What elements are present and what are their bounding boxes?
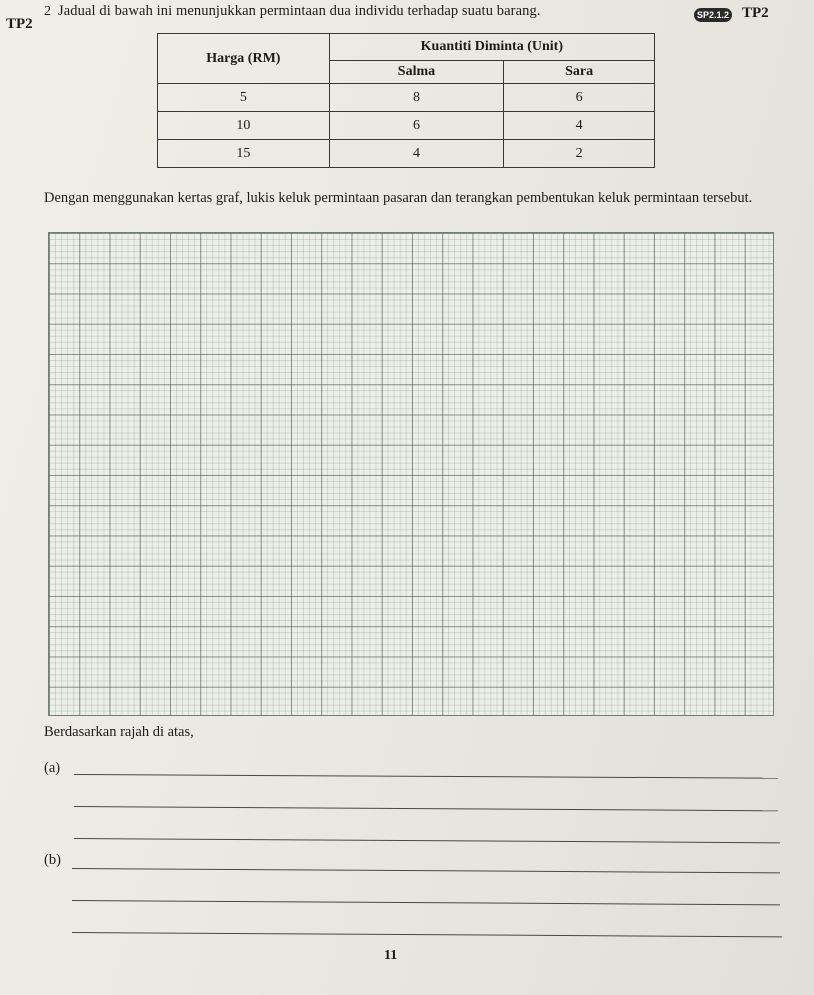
- table-row: [158, 84, 655, 112]
- instruction-text: Dengan menggunakan kertas graf, lukis keluk permintaan pasaran dan terangkan pembentukan keluk permintaan tersebut.: [44, 190, 753, 206]
- sara-cell: 6: [504, 84, 655, 112]
- based-on-text: Berdasarkan rajah di atas,: [44, 724, 194, 740]
- sara-header: Sara: [504, 61, 655, 84]
- salma-cell: 4: [329, 140, 504, 168]
- table-row: [158, 112, 655, 140]
- sara-cell: 4: [504, 112, 655, 140]
- sara-cell: 2: [504, 140, 655, 168]
- demand-table: [157, 33, 655, 168]
- question-number: 2: [44, 4, 51, 19]
- question-text: Jadual di bawah ini menunjukkan permintaan dua individu terhadap suatu barang.: [58, 3, 541, 19]
- salma-cell: 8: [329, 84, 504, 112]
- quantity-header: Kuantiti Diminta (Unit): [329, 34, 654, 61]
- table-row: [158, 140, 655, 168]
- tp-level-right: TP2: [742, 5, 769, 21]
- salma-cell: 6: [329, 112, 504, 140]
- graph-paper[interactable]: [48, 232, 774, 716]
- price-cell: 5: [158, 84, 330, 112]
- part-a-label: (a): [44, 760, 61, 776]
- tp-level-left: TP2: [6, 16, 33, 32]
- salma-header: Salma: [329, 61, 504, 84]
- price-header: Harga (RM): [158, 34, 330, 84]
- sp-badge: SP2.1.2: [694, 8, 732, 22]
- page-number: 11: [384, 948, 398, 963]
- price-cell: 10: [158, 112, 330, 140]
- part-b-label: (b): [44, 852, 61, 868]
- price-cell: 15: [158, 140, 330, 168]
